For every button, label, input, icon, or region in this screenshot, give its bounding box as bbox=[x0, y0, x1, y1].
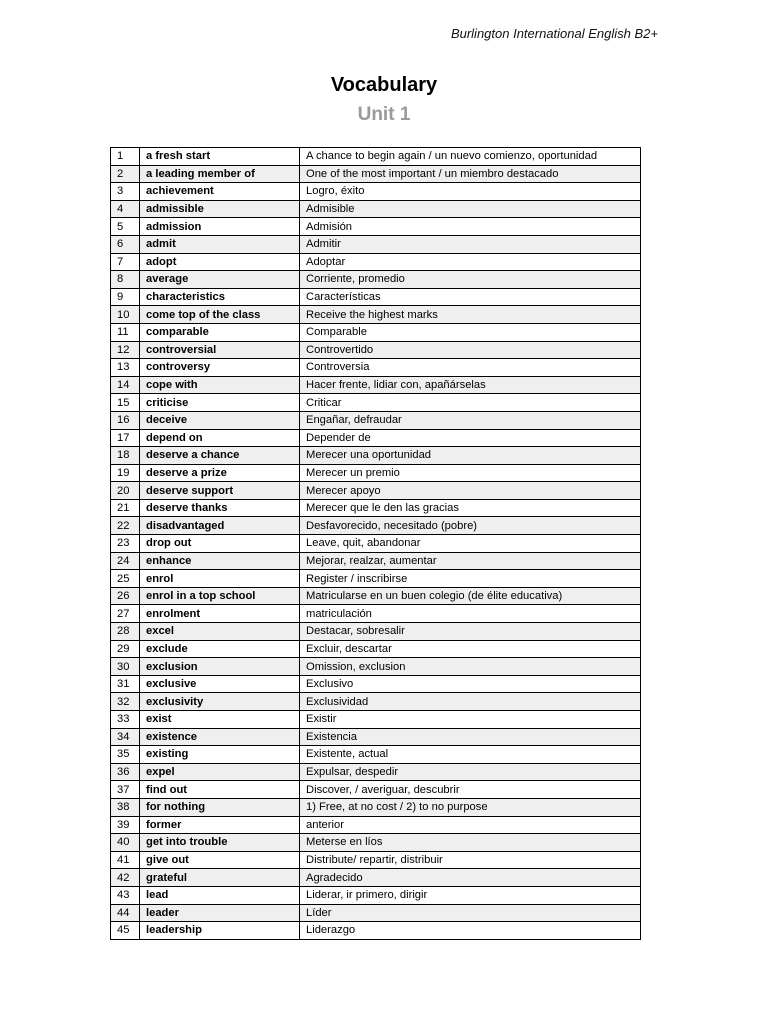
row-term: enhance bbox=[140, 552, 300, 570]
table-row bbox=[111, 359, 641, 377]
table-row bbox=[111, 798, 641, 816]
row-definition: Engañar, defraudar bbox=[300, 411, 641, 429]
row-definition: Hacer frente, lidiar con, apañárselas bbox=[300, 376, 641, 394]
row-term: a fresh start bbox=[140, 148, 300, 166]
row-definition: Liderar, ir primero, dirigir bbox=[300, 886, 641, 904]
row-number: 16 bbox=[111, 411, 140, 429]
row-definition: One of the most important / un miembro destacado bbox=[300, 165, 641, 183]
row-definition: Merecer que le den las gracias bbox=[300, 499, 641, 517]
row-term: exclude bbox=[140, 640, 300, 658]
row-term: cope with bbox=[140, 376, 300, 394]
vocabulary-table-body bbox=[111, 148, 641, 940]
table-row bbox=[111, 253, 641, 271]
row-definition: Meterse en líos bbox=[300, 834, 641, 852]
vocabulary-table bbox=[110, 147, 641, 940]
table-row bbox=[111, 640, 641, 658]
row-definition: A chance to begin again / un nuevo comienzo, oportunidad bbox=[300, 148, 641, 166]
row-definition: Admitir bbox=[300, 235, 641, 253]
row-term: lead bbox=[140, 886, 300, 904]
row-number: 38 bbox=[111, 798, 140, 816]
row-term: deserve support bbox=[140, 482, 300, 500]
row-definition: Logro, éxito bbox=[300, 183, 641, 201]
row-definition: Exclusivo bbox=[300, 675, 641, 693]
row-definition: Adoptar bbox=[300, 253, 641, 271]
row-term: disadvantaged bbox=[140, 517, 300, 535]
row-number: 28 bbox=[111, 623, 140, 641]
table-row bbox=[111, 746, 641, 764]
row-definition: Expulsar, despedir bbox=[300, 763, 641, 781]
row-term: find out bbox=[140, 781, 300, 799]
table-row bbox=[111, 781, 641, 799]
table-row bbox=[111, 570, 641, 588]
row-number: 45 bbox=[111, 922, 140, 940]
table-row bbox=[111, 341, 641, 359]
row-term: average bbox=[140, 271, 300, 289]
table-row bbox=[111, 605, 641, 623]
row-number: 21 bbox=[111, 499, 140, 517]
row-term: criticise bbox=[140, 394, 300, 412]
table-row bbox=[111, 288, 641, 306]
table-row bbox=[111, 323, 641, 341]
table-row bbox=[111, 394, 641, 412]
row-definition: Desfavorecido, necesitado (pobre) bbox=[300, 517, 641, 535]
row-number: 27 bbox=[111, 605, 140, 623]
row-term: deserve a prize bbox=[140, 464, 300, 482]
row-term: comparable bbox=[140, 323, 300, 341]
row-number: 9 bbox=[111, 288, 140, 306]
row-definition: Destacar, sobresalir bbox=[300, 623, 641, 641]
row-definition: Leave, quit, abandonar bbox=[300, 535, 641, 553]
row-number: 14 bbox=[111, 376, 140, 394]
row-term: drop out bbox=[140, 535, 300, 553]
row-definition: Comparable bbox=[300, 323, 641, 341]
row-term: controversial bbox=[140, 341, 300, 359]
row-definition: Discover, / averiguar, descubrir bbox=[300, 781, 641, 799]
row-number: 5 bbox=[111, 218, 140, 236]
table-row bbox=[111, 728, 641, 746]
row-number: 41 bbox=[111, 851, 140, 869]
row-number: 3 bbox=[111, 183, 140, 201]
row-term: exist bbox=[140, 711, 300, 729]
row-number: 13 bbox=[111, 359, 140, 377]
row-definition: Receive the highest marks bbox=[300, 306, 641, 324]
row-number: 26 bbox=[111, 587, 140, 605]
row-number: 44 bbox=[111, 904, 140, 922]
document-header: Burlington International English B2+ bbox=[450, 26, 658, 41]
row-number: 10 bbox=[111, 306, 140, 324]
row-number: 19 bbox=[111, 464, 140, 482]
table-row bbox=[111, 816, 641, 834]
table-row bbox=[111, 658, 641, 676]
table-row bbox=[111, 517, 641, 535]
row-number: 32 bbox=[111, 693, 140, 711]
row-definition: Liderazgo bbox=[300, 922, 641, 940]
row-term: adopt bbox=[140, 253, 300, 271]
row-term: characteristics bbox=[140, 288, 300, 306]
row-definition: anterior bbox=[300, 816, 641, 834]
row-definition: Register / inscribirse bbox=[300, 570, 641, 588]
row-number: 15 bbox=[111, 394, 140, 412]
row-definition: 1) Free, at no cost / 2) to no purpose bbox=[300, 798, 641, 816]
row-definition: Merecer una oportunidad bbox=[300, 447, 641, 465]
table-row bbox=[111, 922, 641, 940]
row-number: 7 bbox=[111, 253, 140, 271]
row-definition: Existente, actual bbox=[300, 746, 641, 764]
table-row bbox=[111, 235, 641, 253]
page-subtitle: Unit 1 bbox=[357, 104, 411, 125]
row-term: admission bbox=[140, 218, 300, 236]
row-number: 18 bbox=[111, 447, 140, 465]
row-definition: Matricularse en un buen colegio (de élite educativa) bbox=[300, 587, 641, 605]
row-number: 22 bbox=[111, 517, 140, 535]
table-row bbox=[111, 587, 641, 605]
row-term: depend on bbox=[140, 429, 300, 447]
row-number: 20 bbox=[111, 482, 140, 500]
row-number: 12 bbox=[111, 341, 140, 359]
row-definition: Excluir, descartar bbox=[300, 640, 641, 658]
row-number: 2 bbox=[111, 165, 140, 183]
row-definition: Características bbox=[300, 288, 641, 306]
row-number: 39 bbox=[111, 816, 140, 834]
row-number: 36 bbox=[111, 763, 140, 781]
row-definition: Admisible bbox=[300, 200, 641, 218]
table-row bbox=[111, 693, 641, 711]
row-number: 17 bbox=[111, 429, 140, 447]
table-row bbox=[111, 306, 641, 324]
row-term: controversy bbox=[140, 359, 300, 377]
row-term: excel bbox=[140, 623, 300, 641]
row-number: 42 bbox=[111, 869, 140, 887]
row-term: existence bbox=[140, 728, 300, 746]
row-definition: Admisión bbox=[300, 218, 641, 236]
table-row bbox=[111, 218, 641, 236]
table-row bbox=[111, 429, 641, 447]
table-row bbox=[111, 411, 641, 429]
row-definition: matriculación bbox=[300, 605, 641, 623]
table-row bbox=[111, 851, 641, 869]
table-row bbox=[111, 183, 641, 201]
row-term: leadership bbox=[140, 922, 300, 940]
table-row bbox=[111, 904, 641, 922]
row-definition: Controversia bbox=[300, 359, 641, 377]
row-term: former bbox=[140, 816, 300, 834]
row-number: 4 bbox=[111, 200, 140, 218]
row-term: deserve thanks bbox=[140, 499, 300, 517]
row-definition: Existir bbox=[300, 711, 641, 729]
table-row bbox=[111, 148, 641, 166]
row-term: enrolment bbox=[140, 605, 300, 623]
row-number: 23 bbox=[111, 535, 140, 553]
table-row bbox=[111, 376, 641, 394]
row-number: 43 bbox=[111, 886, 140, 904]
table-row bbox=[111, 552, 641, 570]
row-term: deserve a chance bbox=[140, 447, 300, 465]
row-term: give out bbox=[140, 851, 300, 869]
table-row bbox=[111, 499, 641, 517]
table-row bbox=[111, 200, 641, 218]
row-term: exclusivity bbox=[140, 693, 300, 711]
row-number: 24 bbox=[111, 552, 140, 570]
row-number: 8 bbox=[111, 271, 140, 289]
table-row bbox=[111, 535, 641, 553]
row-definition: Controvertido bbox=[300, 341, 641, 359]
page-title: Vocabulary bbox=[330, 74, 438, 96]
row-definition: Líder bbox=[300, 904, 641, 922]
row-number: 11 bbox=[111, 323, 140, 341]
row-number: 35 bbox=[111, 746, 140, 764]
row-number: 34 bbox=[111, 728, 140, 746]
row-number: 6 bbox=[111, 235, 140, 253]
row-definition: Existencia bbox=[300, 728, 641, 746]
row-definition: Criticar bbox=[300, 394, 641, 412]
row-term: expel bbox=[140, 763, 300, 781]
table-row bbox=[111, 763, 641, 781]
row-number: 37 bbox=[111, 781, 140, 799]
row-term: exclusion bbox=[140, 658, 300, 676]
row-term: come top of the class bbox=[140, 306, 300, 324]
table-row bbox=[111, 869, 641, 887]
table-row bbox=[111, 271, 641, 289]
row-term: admissible bbox=[140, 200, 300, 218]
row-term: a leading member of bbox=[140, 165, 300, 183]
table-row bbox=[111, 447, 641, 465]
row-number: 1 bbox=[111, 148, 140, 166]
table-row bbox=[111, 464, 641, 482]
row-number: 31 bbox=[111, 675, 140, 693]
row-term: achievement bbox=[140, 183, 300, 201]
table-row bbox=[111, 675, 641, 693]
table-row bbox=[111, 711, 641, 729]
row-definition: Corriente, promedio bbox=[300, 271, 641, 289]
row-definition: Merecer un premio bbox=[300, 464, 641, 482]
row-number: 25 bbox=[111, 570, 140, 588]
row-definition: Mejorar, realzar, aumentar bbox=[300, 552, 641, 570]
row-term: enrol bbox=[140, 570, 300, 588]
row-term: deceive bbox=[140, 411, 300, 429]
row-term: enrol in a top school bbox=[140, 587, 300, 605]
row-term: grateful bbox=[140, 869, 300, 887]
row-definition: Depender de bbox=[300, 429, 641, 447]
row-term: leader bbox=[140, 904, 300, 922]
row-number: 30 bbox=[111, 658, 140, 676]
row-definition: Omission, exclusion bbox=[300, 658, 641, 676]
row-term: exclusive bbox=[140, 675, 300, 693]
row-term: existing bbox=[140, 746, 300, 764]
row-definition: Merecer apoyo bbox=[300, 482, 641, 500]
table-row bbox=[111, 482, 641, 500]
row-number: 40 bbox=[111, 834, 140, 852]
row-term: admit bbox=[140, 235, 300, 253]
row-term: for nothing bbox=[140, 798, 300, 816]
table-row bbox=[111, 165, 641, 183]
row-term: get into trouble bbox=[140, 834, 300, 852]
table-row bbox=[111, 886, 641, 904]
row-definition: Exclusividad bbox=[300, 693, 641, 711]
table-row bbox=[111, 623, 641, 641]
table-row bbox=[111, 834, 641, 852]
row-definition: Distribute/ repartir, distribuir bbox=[300, 851, 641, 869]
row-number: 29 bbox=[111, 640, 140, 658]
row-definition: Agradecido bbox=[300, 869, 641, 887]
row-number: 33 bbox=[111, 711, 140, 729]
